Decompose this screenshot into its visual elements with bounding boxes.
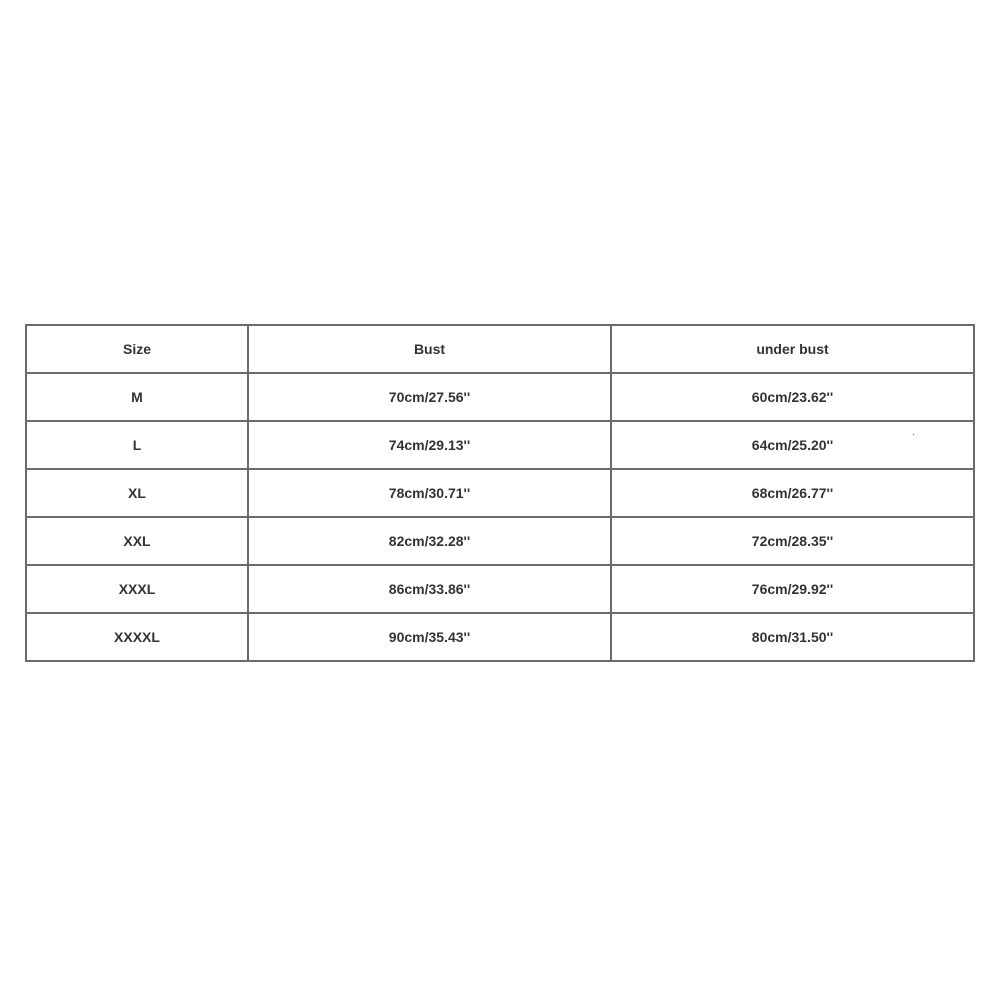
cell-under-bust: 76cm/29.92'' (611, 565, 974, 613)
cell-size: M (26, 373, 248, 421)
cell-under-bust: 64cm/25.20'' (611, 421, 974, 469)
cell-under-bust: 80cm/31.50'' (611, 613, 974, 661)
table-row (26, 517, 974, 565)
header-under-bust: under bust (611, 325, 974, 373)
cell-bust: 82cm/32.28'' (248, 517, 611, 565)
table-row (26, 373, 974, 421)
cell-under-bust: 60cm/23.62'' (611, 373, 974, 421)
cell-under-bust: 72cm/28.35'' (611, 517, 974, 565)
cell-size: L (26, 421, 248, 469)
cell-bust: 90cm/35.43'' (248, 613, 611, 661)
cell-size: XXXL (26, 565, 248, 613)
header-size: Size (26, 325, 248, 373)
size-chart-table (25, 324, 975, 662)
table-header-row (26, 325, 974, 373)
cell-bust: 78cm/30.71'' (248, 469, 611, 517)
cell-size: XXXXL (26, 613, 248, 661)
table-row (26, 613, 974, 661)
cell-size: XXL (26, 517, 248, 565)
cell-bust: 70cm/27.56'' (248, 373, 611, 421)
table-row (26, 565, 974, 613)
cell-bust: 86cm/33.86'' (248, 565, 611, 613)
cell-size: XL (26, 469, 248, 517)
header-bust: Bust (248, 325, 611, 373)
cell-bust: 74cm/29.13'' (248, 421, 611, 469)
cell-under-bust: 68cm/26.77'' (611, 469, 974, 517)
table-row (26, 469, 974, 517)
table-row (26, 421, 974, 469)
stray-dot (913, 434, 914, 435)
